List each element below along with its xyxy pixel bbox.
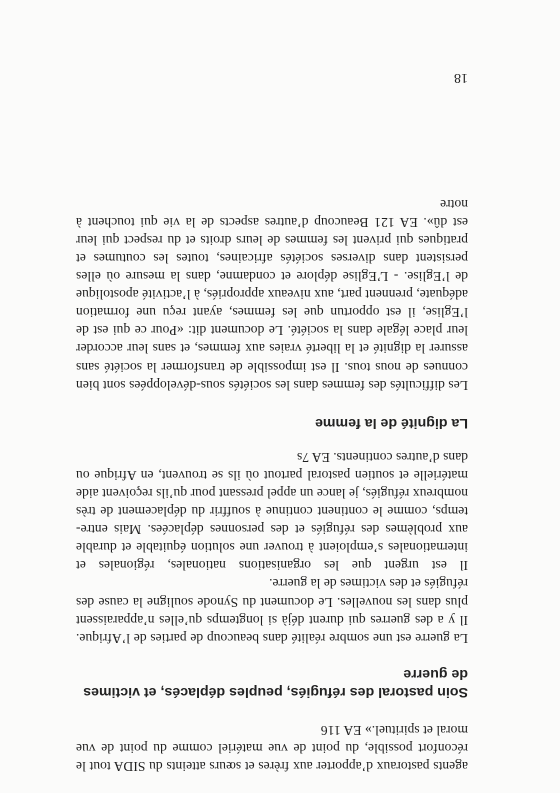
page-content	[76, 195, 468, 775]
paragraph-organisations: Il est urgent que les organisations nationales, régionales et internationales s’emploient à trouver une solution équitable et durable aux problèmes des réfugiés et des personnes déplacées. Mais entre- temps, comme le continent continue à souffrir du déplacement de très nombreux réfugiés, je lance un appel pressant pour qu’ils reçoivent aide matérielle et soutien pastoral partout où ils se trouvent, en Afrique ou dans d’autres continents. EA 7s	[76, 449, 468, 574]
paragraph-sida: agents pastoraux d’apporter aux frères et sœurs atteints du SIDA tout le réconfort possible, du point de vue matériel comme du point de vue moral et spirituel.» EA 116	[76, 722, 468, 774]
page-number: 18	[454, 70, 468, 85]
paragraph-femmes: Les difficultés des femmes dans les sociétés sous-développées sont bien connues de nous tous. Il est impossible de transformer la société sans assurer la dignité et la liberté vraies aux femmes, et sans leur accorder leur place légale dans la société. Le document dit: «Pour ce qui est de l’Eglise, il est opportun que les femmes, ayant reçu une formation adéquate, prennent part, aux niveaux appropriés, à l’activité apostolique de l’Eglise. - L’Eglise déplore et condamne, dans la mesure où elles persistent dans diverses sociétés africaines, toutes les coutumes et pratiques qui privent les femmes de leurs droits et du respect qui leur est dû». EA 121 Beaucoup d’autres aspects de la vie qui touchent à notre	[76, 196, 468, 393]
section-heading-refugies: Soin pastoral des réfugiés, peuples déplacés, et victimes de guerre	[83, 665, 468, 700]
paragraph-guerre: La guerre est une sombre réalité dans beaucoup de parties de l’Afrique. Il y a des guerres qui durent déjà si longtemps qu’elles n’apparaissent plus dans les nouvelles. Le document du Synode souligne la cause des réfugiés et des victimes de la guerre.	[76, 576, 468, 646]
section-heading-dignite: La dignité de la femme	[315, 414, 468, 431]
